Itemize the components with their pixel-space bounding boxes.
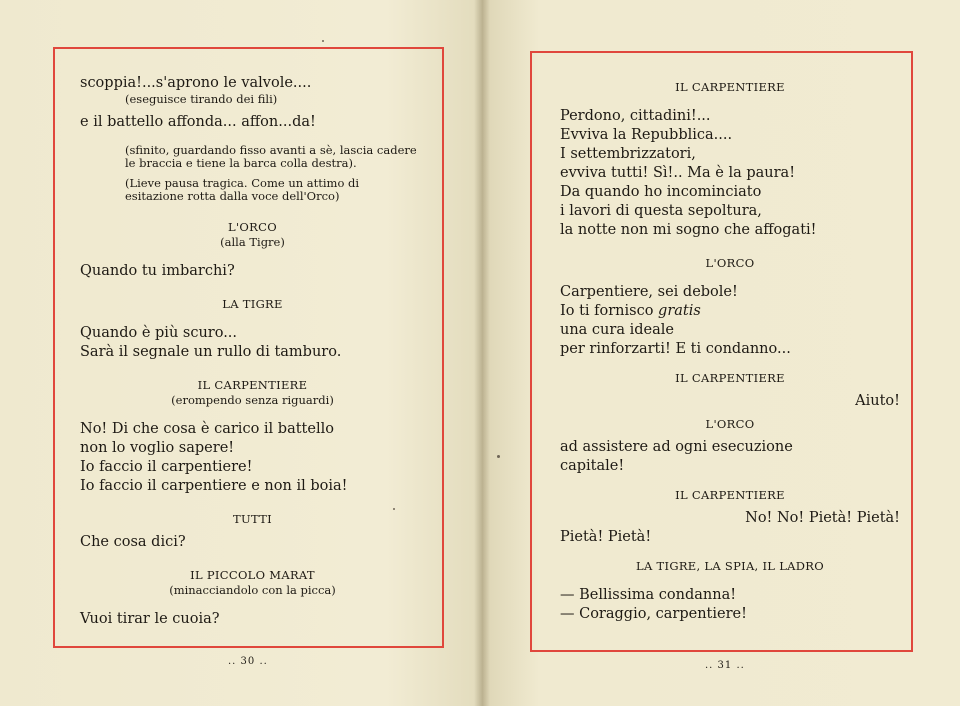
verse-line: Da quando ho incominciato bbox=[560, 184, 762, 200]
verse-line-start: Io ti fornisco bbox=[560, 303, 659, 319]
verse-line: Vuoi tirar le cuoia? bbox=[80, 610, 220, 627]
stage-direction: (Lieve pausa tragica. Come un attimo di esitazione rotta dalla voce dell'Orco) bbox=[125, 175, 360, 203]
speaker-name: L'ORCO bbox=[705, 417, 755, 431]
verse-line: — Bellissima condanna! bbox=[560, 587, 737, 603]
verse-line: Io faccio il carpentiere e non il boia! bbox=[80, 477, 348, 494]
verse-line: Evviva la Repubblica.... bbox=[560, 127, 733, 143]
verse-line: — Coraggio, carpentiere! bbox=[560, 606, 747, 622]
book-gutter bbox=[474, 0, 490, 706]
speaker-name: IL PICCOLO MARAT bbox=[190, 567, 315, 582]
verse-line: Aiuto! bbox=[855, 393, 900, 409]
stage-direction: (sfinito, guardando fisso avanti a sè, lascia cadere le braccia e tiene la barca colla destra). bbox=[125, 142, 417, 170]
verse-line: scoppia!...s'aprono le valvole.... bbox=[80, 75, 312, 91]
speaker-name: L'ORCO bbox=[228, 219, 277, 234]
verse-line: Che cosa dici? bbox=[80, 533, 186, 550]
verse-line: per rinforzarti! E ti condanno... bbox=[560, 341, 791, 357]
verse-line: Carpentiere, sei debole! bbox=[560, 284, 738, 300]
verse-line: la notte non mi sogno che affogati! bbox=[560, 222, 817, 238]
right-page-text bbox=[560, 80, 900, 624]
speaker-name: IL CARPENTIERE bbox=[675, 80, 785, 94]
speaker-name: IL CARPENTIERE bbox=[675, 371, 785, 385]
verse-line: Quando tu imbarchi? bbox=[80, 262, 235, 279]
verse-line: capitale! bbox=[560, 458, 625, 474]
speaker-name: IL CARPENTIERE bbox=[675, 488, 785, 502]
speaker-name: IL CARPENTIERE bbox=[197, 377, 308, 392]
speaker-direction: (erompendo senza riguardi) bbox=[171, 392, 334, 407]
speaker-name: L'ORCO bbox=[705, 256, 755, 270]
paper-speck bbox=[393, 508, 395, 510]
verse-line: Sarà il segnale un rullo di tamburo. bbox=[80, 343, 342, 360]
verse-line: i lavori di questa sepoltura, bbox=[560, 203, 762, 219]
verse-line: e il battello affonda... affon...da! bbox=[80, 113, 316, 130]
paper-speck bbox=[322, 40, 324, 42]
left-page-text bbox=[80, 74, 425, 629]
verse-line: Io faccio il carpentiere! bbox=[80, 458, 253, 475]
speaker-name: LA TIGRE bbox=[222, 296, 283, 311]
verse-line: No! Di che cosa è carico il battello bbox=[80, 420, 334, 437]
verse-line: No! No! Pietà! Pietà! bbox=[745, 510, 900, 526]
italic-word: gratis bbox=[658, 303, 701, 319]
verse-line: Perdono, cittadini!... bbox=[560, 108, 711, 124]
verse-line: Quando è più scuro... bbox=[80, 324, 238, 341]
verse-line: non lo voglio sapere! bbox=[80, 439, 235, 456]
stage-direction: (eseguisce tirando dei fili) bbox=[125, 92, 278, 106]
verse-line: Pietà! Pietà! bbox=[560, 529, 652, 545]
speaker-name: LA TIGRE, LA SPIA, IL LADRO bbox=[636, 559, 824, 573]
verse-line: una cura ideale bbox=[560, 322, 674, 338]
verse-line: evviva tutti! Sì!.. Ma è la paura! bbox=[560, 165, 796, 181]
verse-line bbox=[560, 302, 900, 321]
verse-line: ad assistere ad ogni esecuzione bbox=[560, 439, 793, 455]
verse-line: I settembrizzatori, bbox=[560, 146, 696, 162]
paper-speck bbox=[497, 455, 500, 458]
speaker-direction: (minacciandolo con la picca) bbox=[169, 582, 336, 597]
speaker-name: TUTTI bbox=[233, 511, 272, 526]
page-number-left: .. 30 .. bbox=[228, 656, 268, 667]
speaker-direction: (alla Tigre) bbox=[220, 234, 285, 249]
page-number-right: .. 31 .. bbox=[705, 660, 745, 671]
